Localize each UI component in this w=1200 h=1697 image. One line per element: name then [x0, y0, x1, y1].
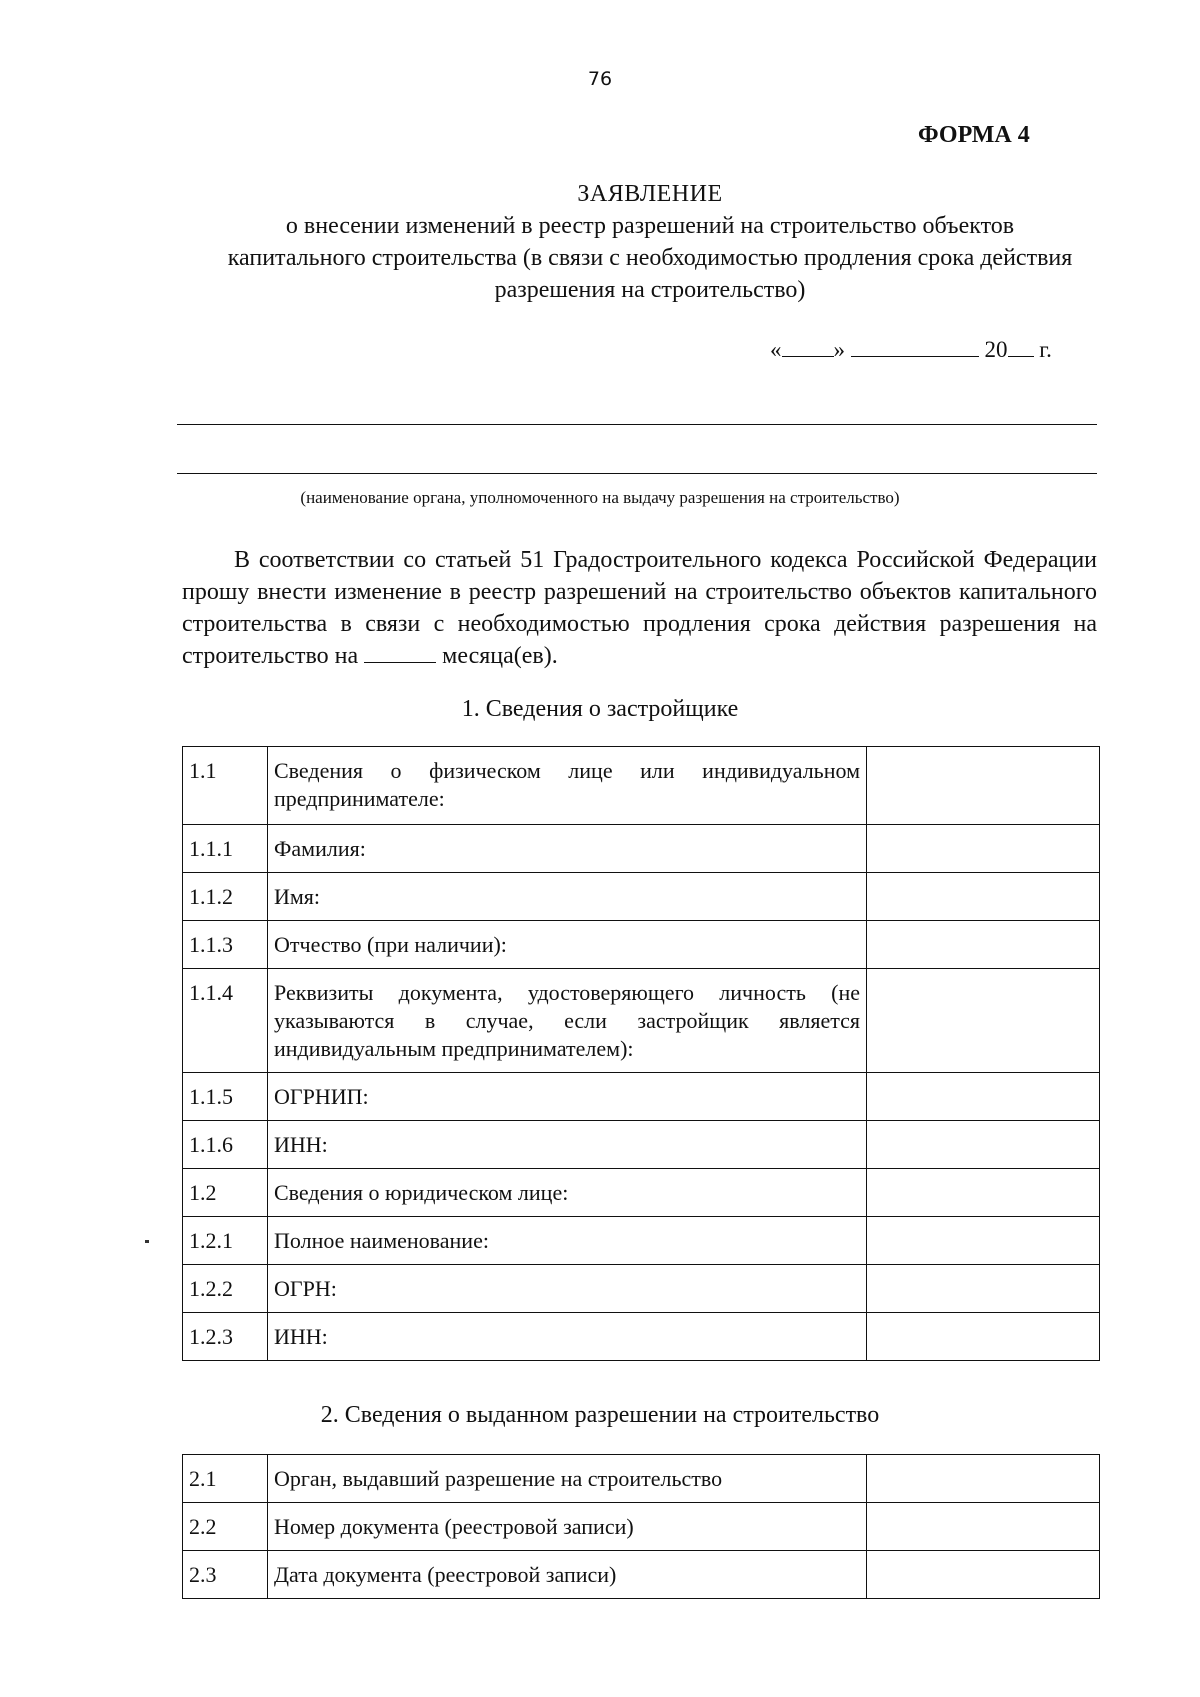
table-row	[183, 747, 1100, 825]
row-value-field[interactable]	[867, 1551, 1100, 1599]
row-number: 1.1.6	[183, 1121, 268, 1169]
permit-info-table	[182, 1454, 1100, 1599]
row-number: 1.2.1	[183, 1217, 268, 1265]
developer-info-table	[182, 746, 1100, 1361]
row-value-field[interactable]	[867, 747, 1100, 825]
row-number: 2.1	[183, 1455, 268, 1503]
row-number: 1.1.5	[183, 1073, 268, 1121]
row-label: Орган, выдавший разрешение на строительство	[268, 1455, 867, 1503]
body-paragraph	[182, 544, 1097, 672]
table-row	[183, 1313, 1100, 1361]
row-number: 1.1.4	[183, 969, 268, 1073]
row-label: Дата документа (реестровой записи)	[268, 1551, 867, 1599]
row-value-field[interactable]	[867, 1503, 1100, 1551]
form-label: ФОРМА 4	[918, 122, 1030, 148]
row-value-field[interactable]	[867, 1265, 1100, 1313]
row-label: Реквизиты документа, удостоверяющего личность (не указываются в случае, если застройщик является индивидуальным предпринимателем):	[268, 969, 867, 1073]
authority-name-line-1[interactable]	[177, 424, 1097, 425]
row-value-field[interactable]	[867, 1313, 1100, 1361]
row-label: ОГРНИП:	[268, 1073, 867, 1121]
row-number: 1.1.1	[183, 825, 268, 873]
title-line: капитального строительства (в связи с необходимостью продления срока действия	[227, 245, 1073, 271]
row-label: ИНН:	[268, 1313, 867, 1361]
row-number: 2.3	[183, 1551, 268, 1599]
row-label: Полное наименование:	[268, 1217, 867, 1265]
day-blank[interactable]	[782, 336, 834, 357]
section2-title: 2. Сведения о выданном разрешении на строительство	[320, 1402, 880, 1428]
row-value-field[interactable]	[867, 1169, 1100, 1217]
title-line: разрешения на строительство)	[494, 277, 806, 303]
row-number: 1.1.2	[183, 873, 268, 921]
document-title	[160, 178, 1140, 306]
row-label: Отчество (при наличии):	[268, 921, 867, 969]
year-prefix: 20	[984, 337, 1008, 362]
month-blank[interactable]	[851, 336, 979, 357]
row-label: ОГРН:	[268, 1265, 867, 1313]
row-label: ИНН:	[268, 1121, 867, 1169]
body-text-end: месяца(ев).	[442, 643, 558, 669]
table-row	[183, 921, 1100, 969]
scan-mark	[145, 1240, 149, 1243]
table-row	[183, 1073, 1100, 1121]
row-number: 1.1.3	[183, 921, 268, 969]
row-number: 1.1	[183, 747, 268, 825]
months-blank[interactable]	[364, 644, 436, 663]
title-main: ЗАЯВЛЕНИЕ	[577, 181, 723, 207]
row-number: 1.2.2	[183, 1265, 268, 1313]
row-value-field[interactable]	[867, 1455, 1100, 1503]
row-number: 1.2	[183, 1169, 268, 1217]
table-row	[183, 873, 1100, 921]
row-value-field[interactable]	[867, 969, 1100, 1073]
table-row	[183, 825, 1100, 873]
title-line: о внесении изменений в реестр разрешений на строительство объектов	[285, 213, 1015, 239]
authority-name-line-2[interactable]	[177, 473, 1097, 474]
row-label: Фамилия:	[268, 825, 867, 873]
date-open-quote: «	[770, 337, 782, 362]
table-row	[183, 1455, 1100, 1503]
year-suffix: г.	[1039, 337, 1052, 362]
authority-caption: (наименование органа, уполномоченного на выдачу разрешения на строительство)	[300, 488, 900, 507]
row-number: 2.2	[183, 1503, 268, 1551]
body-text: В соответствии со статьей 51 Градостроительного кодекса Российской Федерации прошу внести изменение в реестр разрешений на строительство объектов капитального строительства в связи с необходимостью продления срока действия разрешения на строительство на	[182, 547, 1097, 669]
row-label: Номер документа (реестровой записи)	[268, 1503, 867, 1551]
row-label: Сведения о юридическом лице:	[268, 1169, 867, 1217]
row-label: Имя:	[268, 873, 867, 921]
row-value-field[interactable]	[867, 921, 1100, 969]
table-row	[183, 1265, 1100, 1313]
table-row	[183, 969, 1100, 1073]
row-value-field[interactable]	[867, 825, 1100, 873]
date-line	[770, 336, 1052, 363]
table-row	[183, 1503, 1100, 1551]
row-value-field[interactable]	[867, 1121, 1100, 1169]
row-value-field[interactable]	[867, 1217, 1100, 1265]
row-label: Сведения о физическом лице или индивидуальном предпринимателе:	[268, 747, 867, 825]
table-row	[183, 1169, 1100, 1217]
row-value-field[interactable]	[867, 1073, 1100, 1121]
year-blank[interactable]	[1008, 336, 1034, 357]
table-row	[183, 1217, 1100, 1265]
row-number: 1.2.3	[183, 1313, 268, 1361]
table-row	[183, 1121, 1100, 1169]
row-value-field[interactable]	[867, 873, 1100, 921]
date-close-quote: »	[833, 337, 845, 362]
page-number: 76	[587, 68, 613, 90]
section1-title: 1. Сведения о застройщике	[461, 696, 739, 722]
table-row	[183, 1551, 1100, 1599]
